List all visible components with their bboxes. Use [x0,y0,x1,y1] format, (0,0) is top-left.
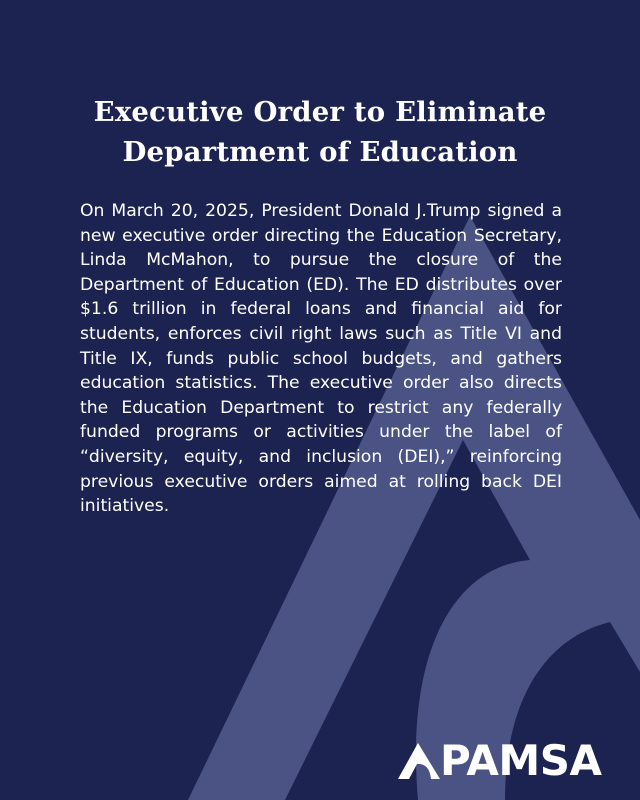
brand-name: PAMSA [440,736,602,785]
apamsa-a-icon [396,741,442,781]
post-body: On March 20, 2025, President Donald J.Trump signed a new executive order directing the Education Secretary, Linda McMahon, to pursue the closure of the Department of Education (ED). The ED distributes over $1.6 trillion in federal loans and financial aid for students, enforces civil right laws such as Title VI and Title IX, funds public school budgets, and gathers education statistics. The executive order also directs the Education Department to restrict any federally funded programs or activities under the label of “diversity, equity, and inclusion (DEI),” reinforcing previous executive orders aimed at rolling back DEI initiatives. [80,201,562,517]
brand-logo [396,738,601,784]
post-title: Executive Order to Eliminate Department of Education [93,96,547,168]
